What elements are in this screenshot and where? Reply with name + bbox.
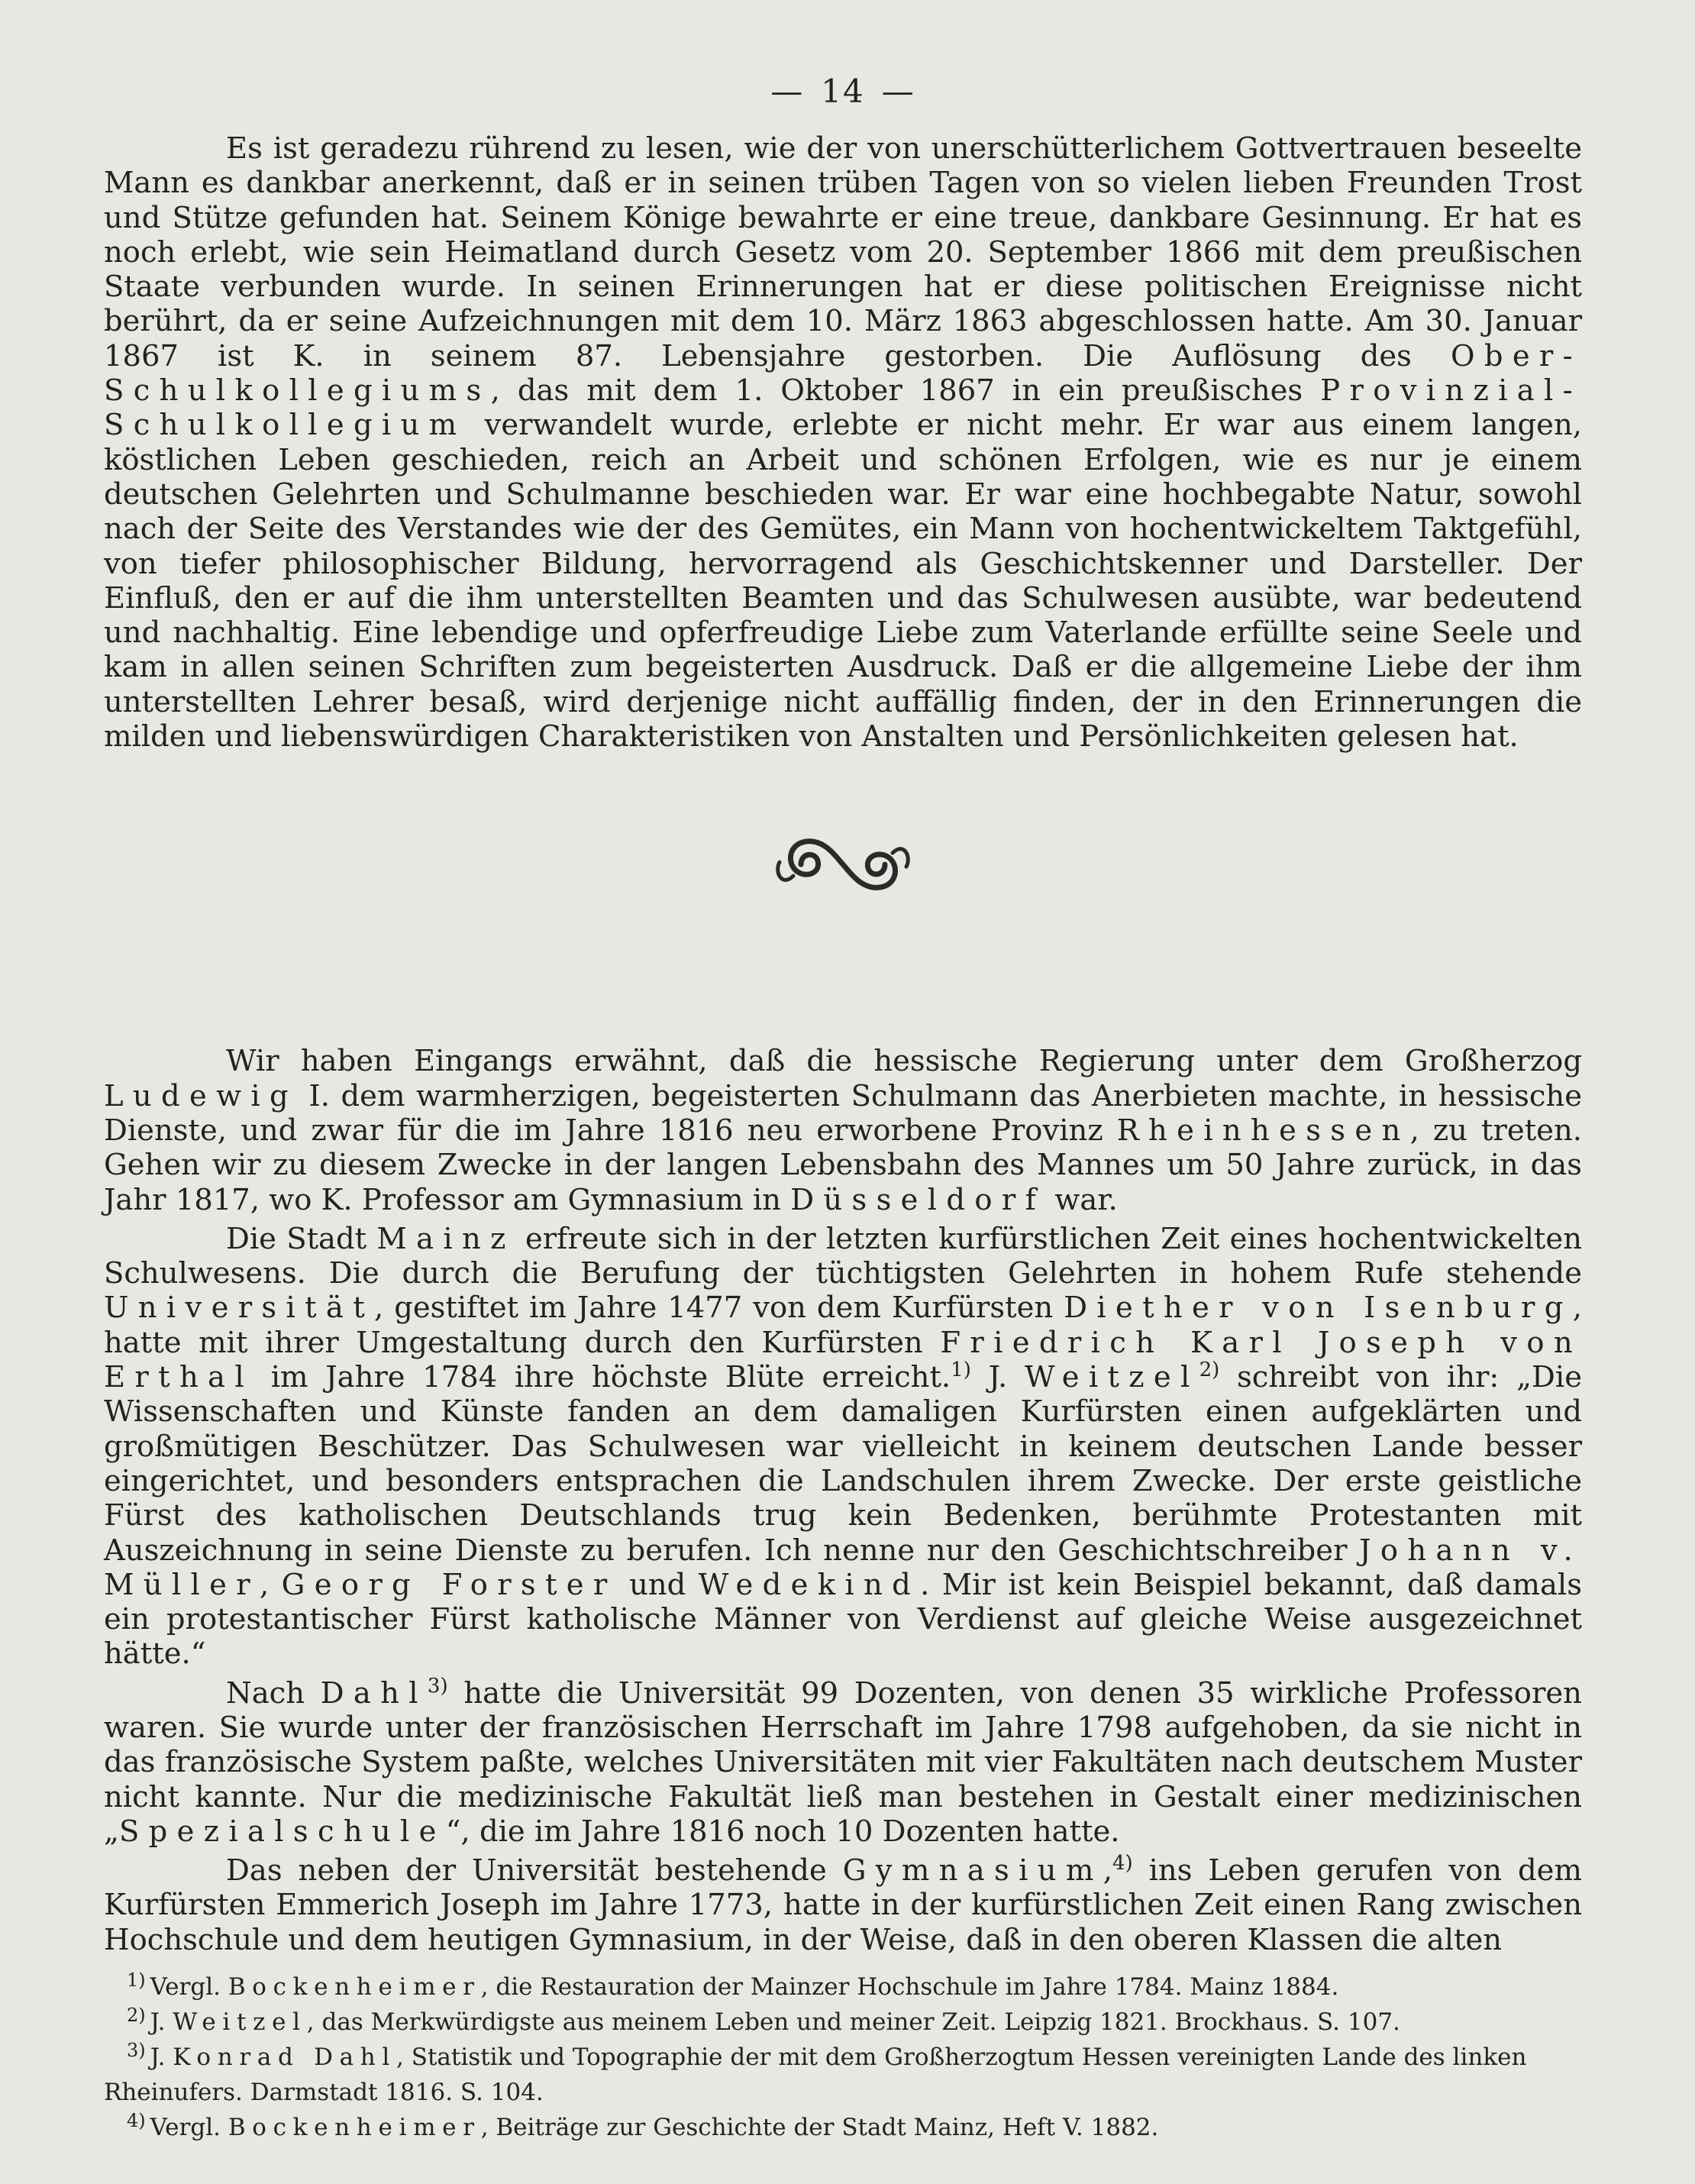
spaced-term: Wedekind	[698, 1567, 921, 1602]
footnote-ref-1: 1)	[951, 1359, 971, 1382]
spaced-term: Johann v. Müller	[104, 1533, 1583, 1602]
spaced-term: Gymnasium	[842, 1853, 1103, 1888]
page-number-value: 14	[821, 73, 865, 110]
spaced-term: Ludewig	[104, 1078, 298, 1113]
spaced-term: Universität	[104, 1291, 374, 1326]
spaced-term: Spezialschule	[118, 1814, 446, 1849]
spaced-term: Weitzel	[1024, 1360, 1199, 1395]
paragraph-5: Das neben der Universität bestehende Gymnasium,$^{4)}$ ins Leben gerufen von dem Kurfürsten Emmerich Joseph im Jahre 1773, hatte in der kurfürstlichen Zeit einen Rang zwischen Hochschule und dem heutigen Gymnasium, in der Weise, daß in den oberen Klassen die alten	[104, 1852, 1582, 1957]
paragraph-2: Wir haben Eingangs erwähnt, daß die hessische Regierung unter dem Großherzog Ludewig I. dem warmherzigen, begeisterten Schulmann das Anerbieten machte, in hessische Dienste, und zwar für die im Jahre 1816 neu erworbene Provinz Rheinhessen, zu treten. Gehen wir zu diesem Zwecke in der langen Lebensbahn des Mannes um 50 Jahre zurück, in das Jahr 1817, wo K. Professor am Gymnasium in Düsseldorf war.	[104, 1044, 1582, 1217]
paragraph-4: Nach Dahl$^{3)}$ hatte die Universität 99 Dozenten, von denen 35 wirkliche Professoren waren. Sie wurde unter der französischen Herrschaft im Jahre 1798 aufgehoben, da sie nicht in das französische System paßte, welches Universitäten mit vier Fakultäten nach deutschem Muster nicht kannte. Nur die medizinische Fakultät ließ man bestehen in Gestalt einer medizinischen „Spezialschule“, die im Jahre 1816 noch 10 Dozenten hatte.	[104, 1674, 1582, 1849]
spaced-term: Provinzial-Schulkollegium	[104, 373, 1582, 443]
scroll-ornament-icon	[770, 830, 915, 899]
footnote-ref-2: 2)	[1199, 1359, 1220, 1382]
footnote-ref-4: 4)	[1112, 1852, 1133, 1875]
footnote-1: $^{1)}$ Vergl. Bockenheimer, die Restauration der Mainzer Hochschule im Jahre 1784. Mainz 1884.	[127, 1969, 1339, 2001]
ornament-divider	[104, 830, 1582, 899]
footnotes	[104, 1969, 1582, 2145]
spaced-term: Friedrich Karl Joseph von Erthal	[104, 1325, 1582, 1395]
footnote-3: $^{3)}$ J. Konrad Dahl, Statistik und Topographie der mit dem Großherzogtum Hessen vereinigten Lande des linken Rheinufers. Darmstadt 1816. S. 104.	[104, 2039, 1527, 2107]
spaced-term: Mainz	[376, 1221, 515, 1256]
spaced-term: Düsseldorf	[790, 1182, 1046, 1217]
footnote-4: $^{4)}$ Vergl. Bockenheimer, Beiträge zur Geschichte der Stadt Mainz, Heft V. 1882.	[127, 2109, 1159, 2142]
spaced-term: Rheinhessen	[1116, 1113, 1410, 1148]
spaced-term: Dahl	[320, 1675, 428, 1711]
page-number-dash-left: —	[770, 73, 805, 110]
paragraph-1: Es ist geradezu rührend zu lesen, wie der von unerschütterlichem Gottvertrauen beseelte Mann es dankbar anerkennt, daß er in seinen trüben Tagen von so vielen lieben Freunden Trost und Stütze gefunden hat. Seinem Könige bewahrte er eine treue, dankbare Gesinnung. Er hat es noch erlebt, wie sein Heimatland durch Gesetz vom 20. September 1866 mit dem preußischen Staate verbunden wurde. In seinen Erinnerungen hat er diese politischen Ereignisse nicht berührt, da er seine Aufzeichnungen mit dem 10. März 1863 abgeschlossen hatte. Am 30. Januar 1867 ist K. in seinem 87. Lebensjahre gestorben. Die Auflösung des Ober-Schulkollegiums, das mit dem 1. Oktober 1867 in ein preußisches Provinzial-Schulkollegium verwandelt wurde, erlebte er nicht mehr. Er war aus einem langen, köstlichen Leben geschieden, reich an Arbeit und schönen Erfolgen, wie es nur je einem deutschen Gelehrten und Schulmanne beschieden war. Er war eine hochbegabte Natur, sowohl nach der Seite des Verstandes wie der des Gemütes, ein Mann von hochentwickeltem Taktgefühl, von tiefer philosophischer Bildung, hervorragend als Geschichtskenner und Darsteller. Der Einfluß, den er auf die ihm unterstellten Beamten und das Schulwesen ausübte, war bedeutend und nachhaltig. Eine lebendige und opferfreudige Liebe zum Vaterlande erfüllte seine Seele und kam in allen seinen Schriften zum begeisterten Ausdruck. Daß er die allgemeine Liebe der ihm unterstellten Lehrer besaß, wird derjenige nicht auffällig finden, der in den Erinnerungen die milden und liebenswürdigen Charakteristiken von Anstalten und Persönlichkeiten gelesen hat.	[104, 131, 1582, 754]
page-number	[104, 73, 1582, 110]
spaced-term: Georg Forster	[281, 1567, 617, 1602]
footnote-2: $^{2)}$ J. Weitzel, das Merkwürdigste aus meinem Leben und meiner Zeit. Leipzig 1821. Brockhaus. S. 107.	[127, 2004, 1400, 2037]
paragraph-3: Die Stadt Mainz erfreute sich in der letzten kurfürstlichen Zeit eines hochentwickelten Schulwesens. Die durch die Berufung der tüchtigsten Gelehrten in hohem Rufe stehende Universität, gestiftet im Jahre 1477 von dem Kurfürsten Diether von Isenburg, hatte mit ihrer Umgestaltung durch den Kurfürsten Friedrich Karl Joseph von Erthal im Jahre 1784 ihre höchste Blüte erreicht.$^{1)}$ J. Weitzel$^{2)}$ schreibt von ihr: „Die Wissenschaften und Künste fanden an dem damaligen Kurfürsten einen aufgeklärten und großmütigen Beschützer. Das Schulwesen war vielleicht in keinem deutschen Lande besser eingerichtet, und besonders entsprachen die Landschulen ihrem Zwecke. Der erste geistliche Fürst des katholischen Deutschlands trug kein Bedenken, berühmte Protestanten mit Auszeichnung in seine Dienste zu berufen. Ich nenne nur den Geschichtschreiber Johann v. Müller, Georg Forster und Wedekind. Mir ist kein Beispiel bekannt, daß damals ein protestantischer Fürst katholische Männer von Verdienst auf gleiche Weise ausgezeichnet hätte.“	[104, 1221, 1583, 1672]
spaced-term: Diether von Isenburg	[1064, 1291, 1573, 1326]
page-number-dash-right: —	[881, 73, 915, 110]
spaced-term: Ober-Schulkollegiums	[104, 338, 1582, 409]
footnote-ref-3: 3)	[427, 1674, 448, 1698]
